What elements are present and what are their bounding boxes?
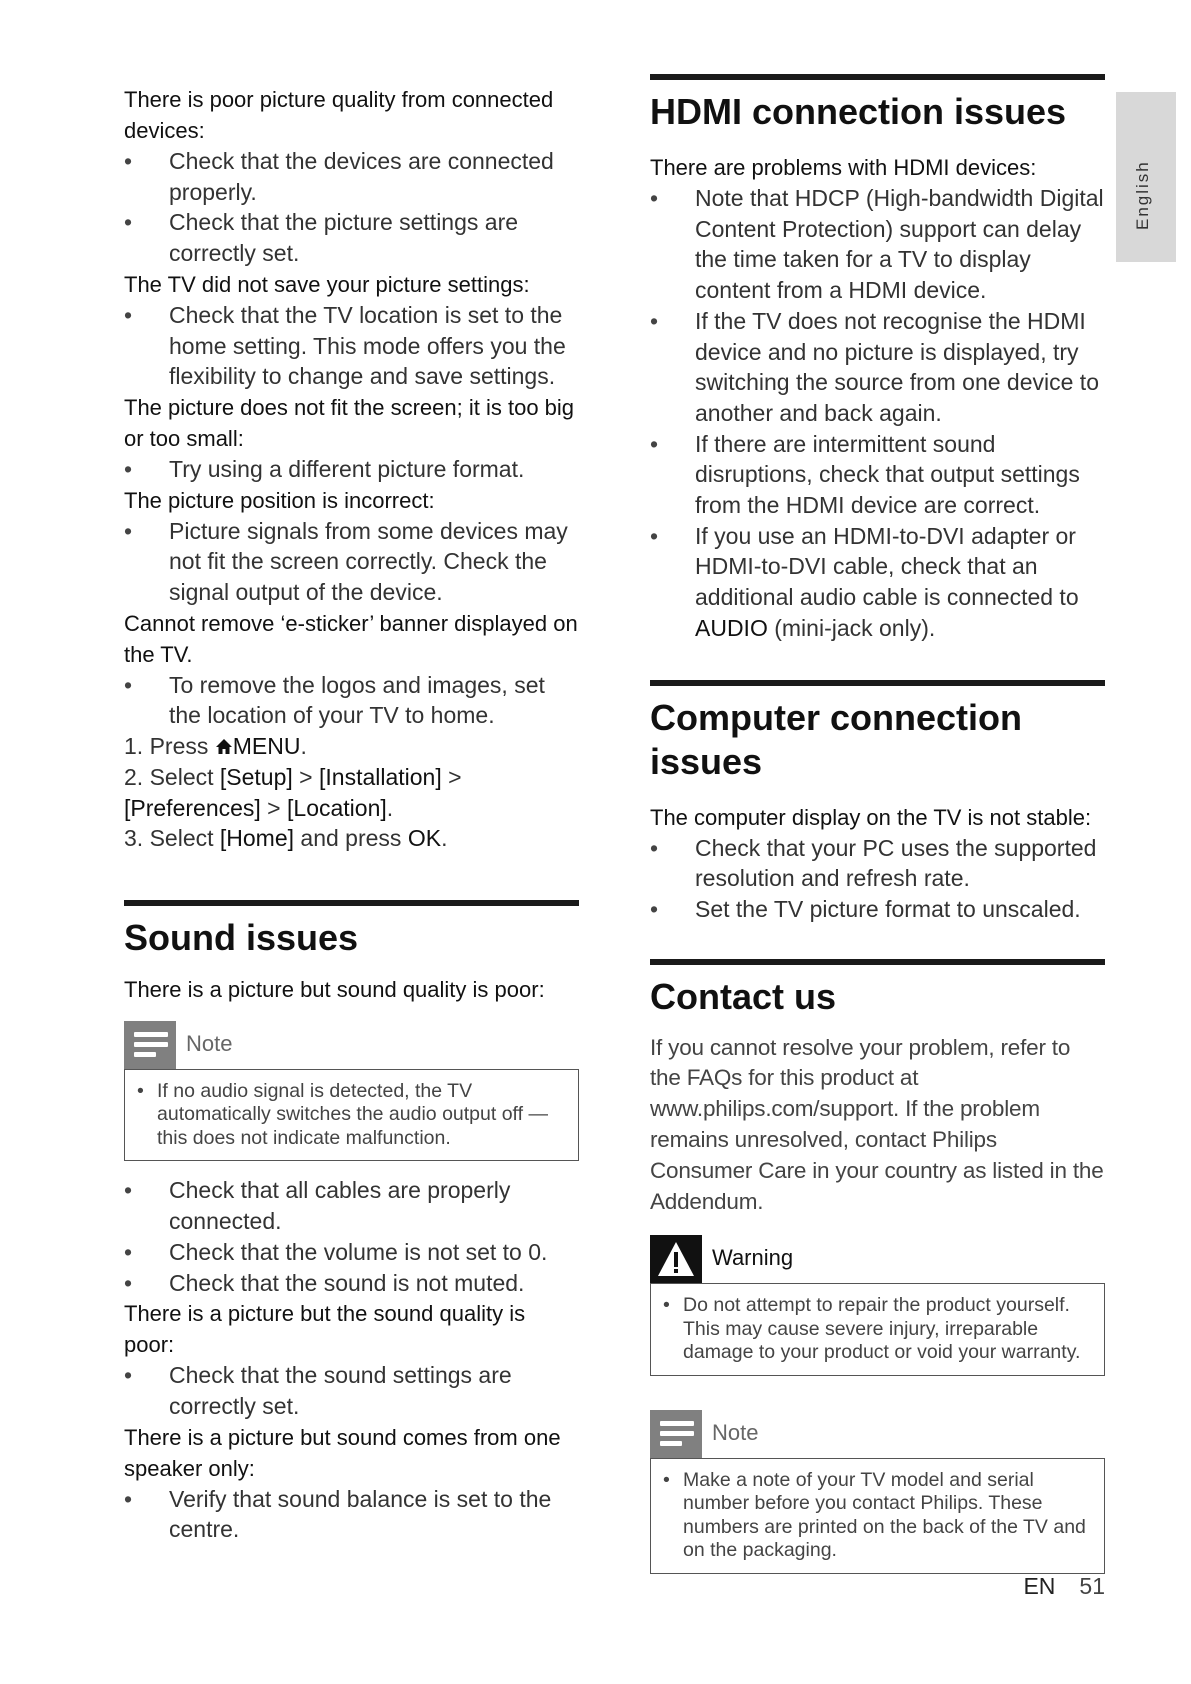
issue-heading: The picture does not fit the screen; it is too big or too small:	[124, 394, 575, 451]
bullet-text: (mini-jack only).	[767, 614, 936, 641]
step-text: and press	[294, 825, 408, 852]
warning-body	[650, 1283, 1105, 1376]
issue-poor-quality	[124, 84, 579, 269]
section-title: Sound issues	[124, 916, 359, 958]
note-item: • If no audio signal is detected, the TV automatically switches the audio output off — this does not indicate malfunction.	[137, 1080, 564, 1151]
step-1	[124, 731, 579, 762]
warning-header	[650, 1235, 1105, 1283]
issue-picture-position	[124, 485, 579, 608]
warning-icon	[650, 1235, 702, 1283]
step-3	[124, 823, 579, 854]
menu-path-home: [Home]	[219, 825, 295, 852]
ok-key: OK	[407, 825, 442, 852]
issue-settings-not-saved	[124, 269, 579, 392]
bullet-item: • Check that all cables are properly connected.	[124, 1175, 579, 1236]
step-text: .	[441, 825, 448, 852]
section-title: HDMI connection issues	[650, 91, 1067, 132]
section-rule	[650, 680, 1105, 686]
step-text: 3. Select	[124, 825, 220, 852]
issue-heading: The TV did not save your picture settings:	[124, 271, 530, 297]
note-icon	[124, 1021, 176, 1069]
section-rule	[650, 74, 1105, 80]
computer-section	[650, 680, 1105, 925]
note-header	[124, 1021, 579, 1069]
note-box	[124, 1021, 579, 1162]
menu-key: MENU	[232, 733, 301, 760]
note-item: • Make a note of your TV model and serial number before you contact Philips. These numbers are printed on the back of the TV and on the packaging.	[663, 1469, 1090, 1563]
bullet-item: • Check that the devices are connected properly.	[124, 146, 579, 207]
issue-heading: There is poor picture quality from connected devices:	[124, 87, 554, 143]
bullet-item: • If there are intermittent sound disruptions, check that output settings from the HDMI device are correct.	[650, 429, 1105, 521]
bullet-item: • Check that your PC uses the supported resolution and refresh rate.	[650, 833, 1105, 894]
step-sep: >	[292, 763, 319, 790]
section-rule	[124, 900, 579, 906]
language-tab-label: English	[1133, 160, 1152, 230]
bullet-item: • Set the TV picture format to unscaled.	[650, 894, 1105, 925]
home-icon	[215, 738, 233, 755]
menu-path-location: [Location]	[287, 794, 387, 821]
step-text: 1. Press	[124, 733, 215, 760]
bullet-item: • If the TV does not recognise the HDMI device and no picture is displayed, try switching the source from one device to another and back again.	[650, 306, 1105, 429]
sound-section	[124, 900, 579, 1545]
bullet-item	[650, 521, 1105, 644]
bullet-item: • Verify that sound balance is set to the centre.	[124, 1484, 579, 1545]
issue-heading: There is a picture but sound quality is poor:	[124, 976, 545, 1002]
note-box	[650, 1410, 1105, 1574]
issue-e-sticker	[124, 608, 579, 731]
audio-label: AUDIO	[695, 614, 768, 641]
note-label: Note	[712, 1419, 759, 1445]
right-column	[650, 0, 1105, 1574]
bullet-item: • Picture signals from some devices may not fit the screen correctly. Check the signal output of the device.	[124, 516, 579, 608]
menu-path-installation: [Installation]	[319, 763, 442, 790]
contact-paragraph: If you cannot resolve your problem, refer to the FAQs for this product at www.philips.com/support. If the problem remains unresolved, contact Philips Consumer Care in your country as listed in the Addendum.	[650, 1034, 1104, 1214]
note-label: Note	[186, 1030, 233, 1056]
step-text: .	[386, 794, 394, 821]
bullet-item: • Check that the picture settings are correctly set.	[124, 207, 579, 268]
menu-path-setup: [Setup]	[219, 763, 293, 790]
bullet-item: • Check that the volume is not set to 0.	[124, 1237, 579, 1268]
warning-label: Warning	[712, 1245, 794, 1271]
bullet-item: • Note that HDCP (High-bandwidth Digital Content Protection) support can delay the time taken for a TV to display content from a HDMI device.	[650, 183, 1105, 306]
step-sep: >	[441, 763, 462, 790]
note-body	[650, 1458, 1105, 1574]
language-tab	[1116, 92, 1176, 262]
bullet-item: • Check that the sound is not muted.	[124, 1268, 579, 1299]
note-header	[650, 1410, 1105, 1458]
issue-picture-fit	[124, 392, 579, 485]
bullet-item: • Check that the TV location is set to the home setting. This mode offers you the flexibility to change and save settings.	[124, 300, 579, 392]
section-title: Computer connection issues	[650, 696, 1023, 782]
menu-path-preferences: [Preferences]	[124, 794, 261, 821]
issue-heading: The picture position is incorrect:	[124, 487, 435, 513]
page-footer	[1023, 1573, 1105, 1600]
left-column	[124, 0, 579, 1545]
bullet-item: • Try using a different picture format.	[124, 454, 579, 485]
hdmi-section	[650, 74, 1105, 644]
bullet-text: If you use an HDMI-to-DVI adapter or HDMI-to-DVI cable, check that an additional audio cable is connected to	[695, 522, 1079, 611]
contact-section	[650, 959, 1105, 1574]
step-text: .	[300, 733, 307, 760]
issue-heading: There is a picture but sound comes from one speaker only:	[124, 1424, 561, 1481]
step-text: 2. Select	[124, 763, 220, 790]
step-sep: >	[260, 794, 288, 821]
steps	[124, 731, 579, 854]
warning-item: • Do not attempt to repair the product yourself. This may cause severe injury, irreparable damage to your product or void your warranty.	[663, 1294, 1090, 1365]
note-icon	[650, 1410, 702, 1458]
bullet-item: • To remove the logos and images, set the location of your TV to home.	[124, 670, 579, 731]
issue-heading: There are problems with HDMI devices:	[650, 155, 1037, 180]
bullet-item: • Check that the sound settings are correctly set.	[124, 1360, 579, 1421]
step-2	[124, 762, 579, 823]
footer-lang: EN	[1023, 1573, 1056, 1599]
section-title: Contact us	[650, 975, 837, 1017]
section-rule	[650, 959, 1105, 965]
warning-box	[650, 1235, 1105, 1376]
note-body	[124, 1069, 579, 1162]
issue-heading: There is a picture but the sound quality is poor:	[124, 1301, 526, 1358]
issue-heading: The computer display on the TV is not stable:	[650, 804, 1092, 830]
picture-issues	[124, 84, 579, 854]
page-number: 51	[1079, 1573, 1105, 1599]
issue-heading: Cannot remove ‘e-sticker’ banner displayed on the TV.	[124, 610, 578, 667]
